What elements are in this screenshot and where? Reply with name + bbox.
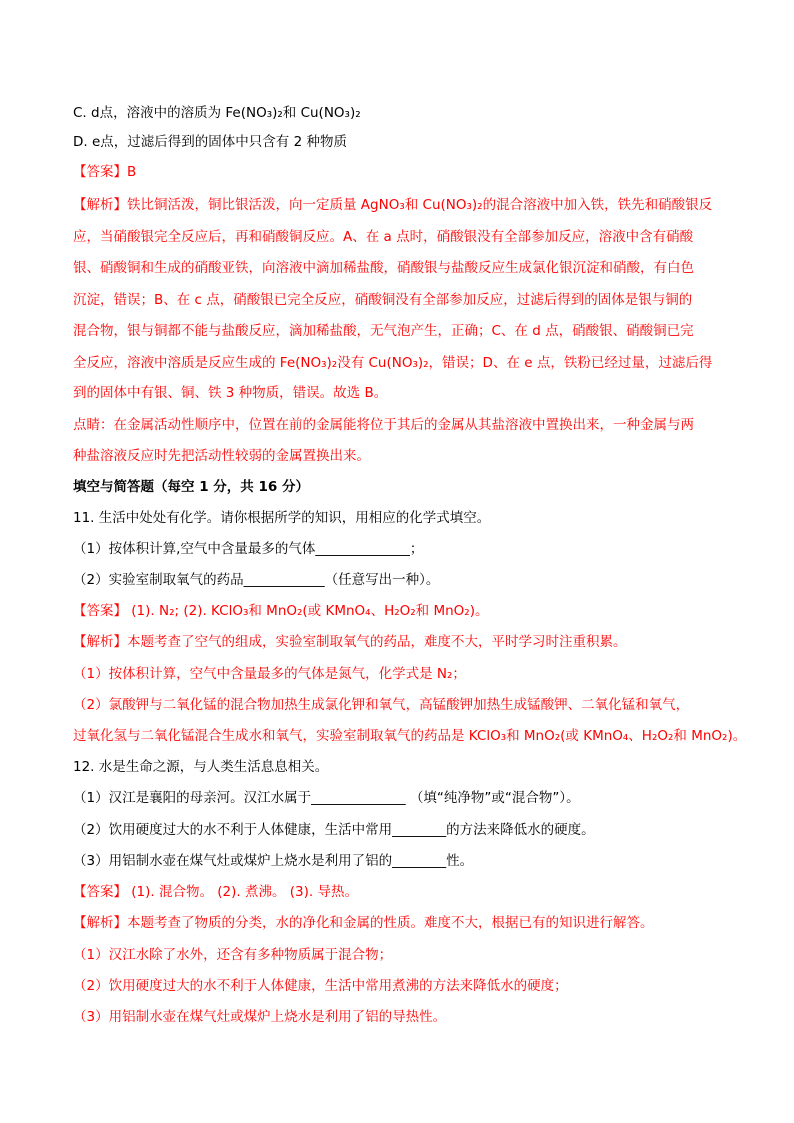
answer-line: 【答案】 (1). N₂; (2). KClO₃和 MnO₂(或 KMnO₄、H₂O₂和 MnO₂)。 [73,603,489,619]
question-line: D. e点，过滤后得到的固体中只含有 2 种物质 [73,134,347,150]
answer-line: 过氧化氢与二氧化锰混合生成水和氧气，实验室制取氧气的药品是 KClO₃和 MnO₂(或 KMnO₄、H₂O₂和 MnO₂)。 [73,728,747,744]
answer-line: 全反应，溶液中溶质是反应生成的 Fe(NO₃)₂没有 Cu(NO₃)₂，错误；D、在 e 点，铁粉已经过量，过滤后得 [73,355,713,371]
answer-line: （1）汉江水除了水外，还含有多种物质属于混合物； [73,947,393,963]
question-line: （1）按体积计算,空气中含量最多的气体______________； [73,541,424,557]
answer-line: 【答案】B [73,164,137,180]
question-line: （1）汉江是襄阳的母亲河。汉江水属于______________ （填“纯净物”或“混合物”）。 [73,790,580,806]
answer-line: 银、硝酸铜和生成的硝酸亚铁，向溶液中滴加稀盐酸，硝酸银与盐酸反应生成氯化银沉淀和硝酸，有白色 [73,260,694,276]
question-line: （3）用铝制水壶在煤气灶或煤炉上烧水是利用了铝的________性。 [73,853,474,869]
answer-line: （2）饮用硬度过大的水不利于人体健康，生活中常用煮沸的方法来降低水的硬度； [73,978,568,994]
answer-line: （1）按体积计算，空气中含量最多的气体是氮气，化学式是 N₂； [73,666,466,682]
answer-line: 【答案】 (1). 混合物。 (2). 煮沸。 (3). 导热。 [73,884,358,900]
question-line: 12. 水是生命之源，与人类生活息息相关。 [73,759,329,775]
answer-line: 种盐溶液反应时先把活动性较弱的金属置换出来。 [73,448,370,464]
question-line: （2）实验室制取氧气的药品____________（任意写出一种）。 [73,572,440,588]
answer-line: （3）用铝制水壶在煤气灶或煤炉上烧水是利用了铝的导热性。 [73,1009,447,1025]
answer-line: 沉淀，错误；B、在 c 点，硝酸银已完全反应，硝酸铜没有全部参加反应，过滤后得到的固体是银与铜的 [73,292,693,308]
answer-line: 【解析】铁比铜活泼，铜比银活泼，向一定质量 AgNO₃和 Cu(NO₃)₂的混合溶液中加入铁，铁先和硝酸银反 [73,197,713,213]
question-line: C. d点，溶液中的溶质为 Fe(NO₃)₂和 Cu(NO₃)₂ [73,105,361,121]
answer-line: 到的固体中有银、铜、铁 3 种物质，错误。故选 B。 [73,385,388,401]
section-heading: 填空与简答题（每空 1 分，共 16 分） [73,479,309,495]
question-line: （2）饮用硬度过大的水不利于人体健康，生活中常用________的方法来降低水的硬度。 [73,822,595,838]
question-line: 11. 生活中处处有化学。请你根据所学的知识，用相应的化学式填空。 [73,510,491,526]
answer-line: 混合物，银与铜都不能与盐酸反应，滴加稀盐酸，无气泡产生，正确；C、在 d 点，硝酸银、硝酸铜已完 [73,323,694,339]
answer-line: 【解析】本题考查了空气的组成，实验室制取氧气的药品，难度不大，平时学习时注重积累。 [73,634,627,650]
answer-line: 应，当硝酸银完全反应后，再和硝酸铜反应。A、在 a 点时，硝酸银没有全部参加反应，溶液中含有硝酸 [73,229,694,245]
answer-line: 【解析】本题考查了物质的分类，水的净化和金属的性质。难度不大，根据已有的知识进行解答。 [73,915,654,931]
answer-line: （2）氯酸钾与二氧化锰的混合物加热生成氯化钾和氧气，高锰酸钾加热生成锰酸钾、二氧化锰和氧气， [73,697,690,713]
answer-line: 点睛：在金属活动性顺序中，位置在前的金属能将位于其后的金属从其盐溶液中置换出来，一种金属与两 [73,417,694,433]
